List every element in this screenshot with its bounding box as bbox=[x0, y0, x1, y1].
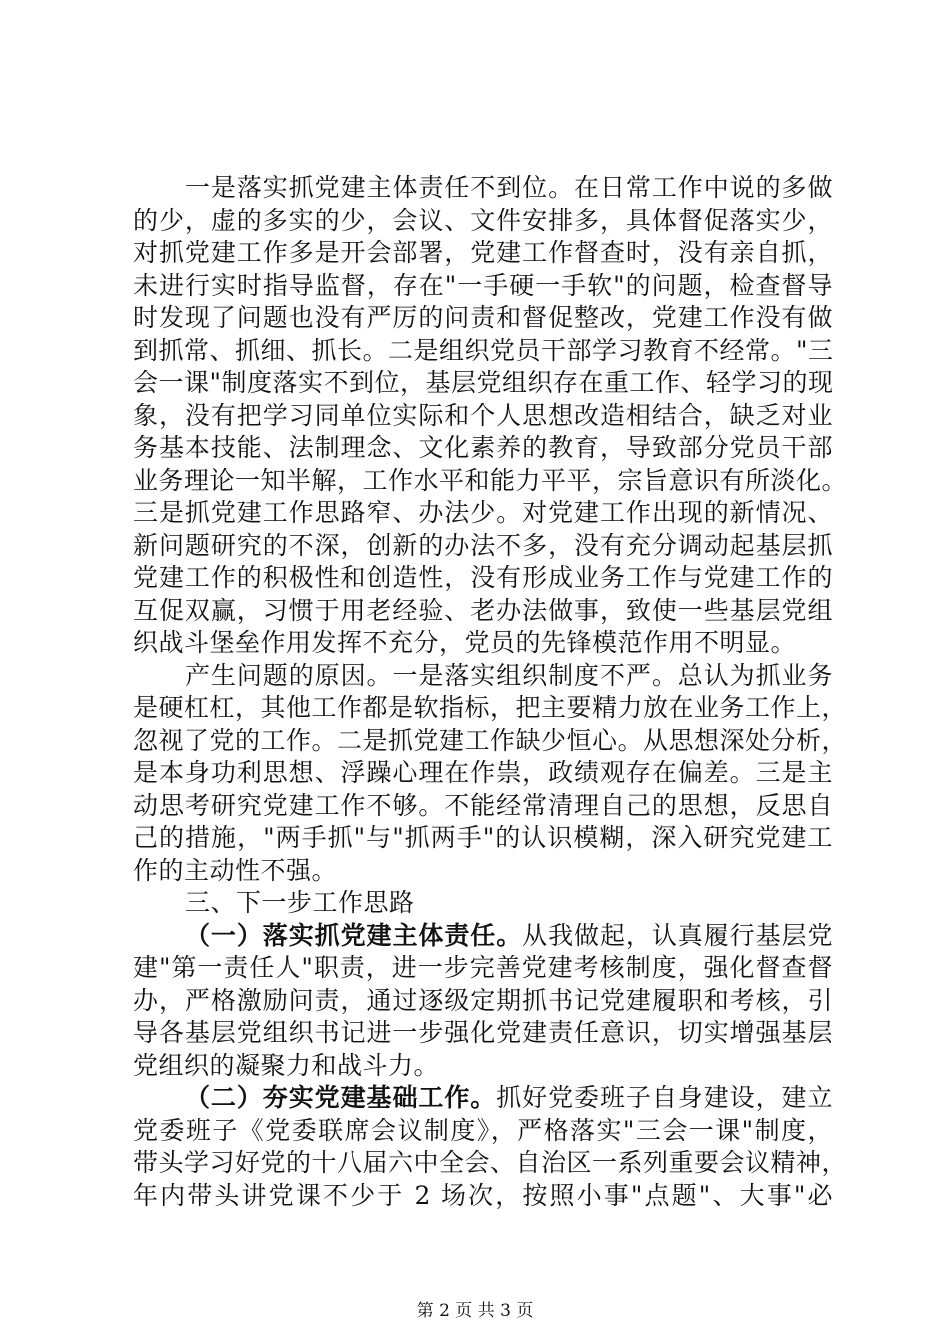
text-line: 新问题研究的不深，创新的办法不多，没有充分调动起基层抓 bbox=[133, 530, 833, 560]
text-line bbox=[133, 1082, 833, 1115]
text-line: 互促双赢，习惯于用老经验、老办法做事，致使一些基层党组 bbox=[133, 595, 833, 625]
item-text: 抓好党委班子自身建设，建立 bbox=[496, 1083, 833, 1112]
page-number-footer: 第 2 页 共 3 页 bbox=[416, 1301, 534, 1321]
document-body bbox=[133, 172, 848, 1212]
text-line: 年内带头讲党课不少于 2 场次，按照小事"点题"、大事"必 bbox=[133, 1180, 833, 1210]
text-line: 带头学习好党的十八届六中全会、自治区一系列重要会议精神， bbox=[133, 1148, 848, 1177]
text-line: 党建工作的积极性和创造性，没有形成业务工作与党建工作的 bbox=[133, 563, 833, 592]
item-lead: （一）落实抓党建主体责任。 bbox=[185, 920, 523, 950]
text-line: 未进行实时指导监督，存在"一手硬一手软"的问题，检查督导 bbox=[133, 270, 833, 300]
text-line: 三是抓党建工作思路窄、办法少。对党建工作出现的新情况、 bbox=[133, 498, 833, 527]
text-line: 忽视了党的工作。二是抓党建工作缺少恒心。从思想深处分析， bbox=[133, 725, 848, 755]
text-line: 的少，虚的多实的少，会议、文件安排多，具体督促落实少， bbox=[133, 205, 833, 235]
text-line: 建"第一责任人"职责，进一步完善党建考核制度，强化督查督 bbox=[133, 953, 833, 982]
item-lead: （二）夯实党建基础工作。 bbox=[185, 1083, 497, 1112]
text-line: 对抓党建工作多是开会部署，党建工作督查时，没有亲自抓， bbox=[133, 238, 833, 267]
text-line: 会一课"制度落实不到位，基层党组织存在重工作、轻学习的现 bbox=[133, 368, 834, 397]
text-line: 是本身功利思想、浮躁心理在作祟，政绩观存在偏差。三是主 bbox=[133, 758, 833, 787]
text-line: 到抓常、抓细、抓长。二是组织党员干部学习教育不经常。"三 bbox=[133, 335, 834, 365]
text-line: 一是落实抓党建主体责任不到位。在日常工作中说的多做 bbox=[185, 173, 833, 202]
text-line bbox=[133, 920, 833, 953]
section-heading: 三、下一步工作思路 bbox=[185, 888, 415, 917]
text-line: 党委班子《党委联席会议制度》，严格落实"三会一课"制度， bbox=[133, 1115, 833, 1145]
text-line: 是硬杠杠，其他工作都是软指标，把主要精力放在业务工作上， bbox=[133, 693, 848, 722]
item-text: 从我做起，认真履行基层党 bbox=[522, 920, 833, 950]
text-line: 导各基层党组织书记进一步强化党建责任意识，切实增强基层 bbox=[133, 1018, 833, 1047]
text-line: 党组织的凝聚力和战斗力。 bbox=[133, 1050, 440, 1080]
text-line: 织战斗堡垒作用发挥不充分，党员的先锋模范作用不明显。 bbox=[133, 628, 797, 657]
text-line: 动思考研究党建工作不够。不能经常清理自己的思想，反思自 bbox=[133, 790, 833, 820]
text-line: 时发现了问题也没有严厉的问责和督促整改，党建工作没有做 bbox=[133, 303, 833, 332]
text-line: 务基本技能、法制理念、文化素养的教育，导致部分党员干部 bbox=[133, 433, 833, 462]
text-line: 产生问题的原因。一是落实组织制度不严。总认为抓业务 bbox=[185, 660, 833, 690]
text-line: 业务理论一知半解，工作水平和能力平平，宗旨意识有所淡化。 bbox=[133, 465, 848, 495]
text-line: 己的措施，"两手抓"与"抓两手"的认识模糊，深入研究党建工 bbox=[133, 823, 833, 852]
text-line: 作的主动性不强。 bbox=[133, 855, 338, 885]
text-line: 办，严格激励问责，通过逐级定期抓书记党建履职和考核，引 bbox=[133, 985, 833, 1015]
text-line: 象，没有把学习同单位实际和个人思想改造相结合，缺乏对业 bbox=[133, 400, 833, 430]
